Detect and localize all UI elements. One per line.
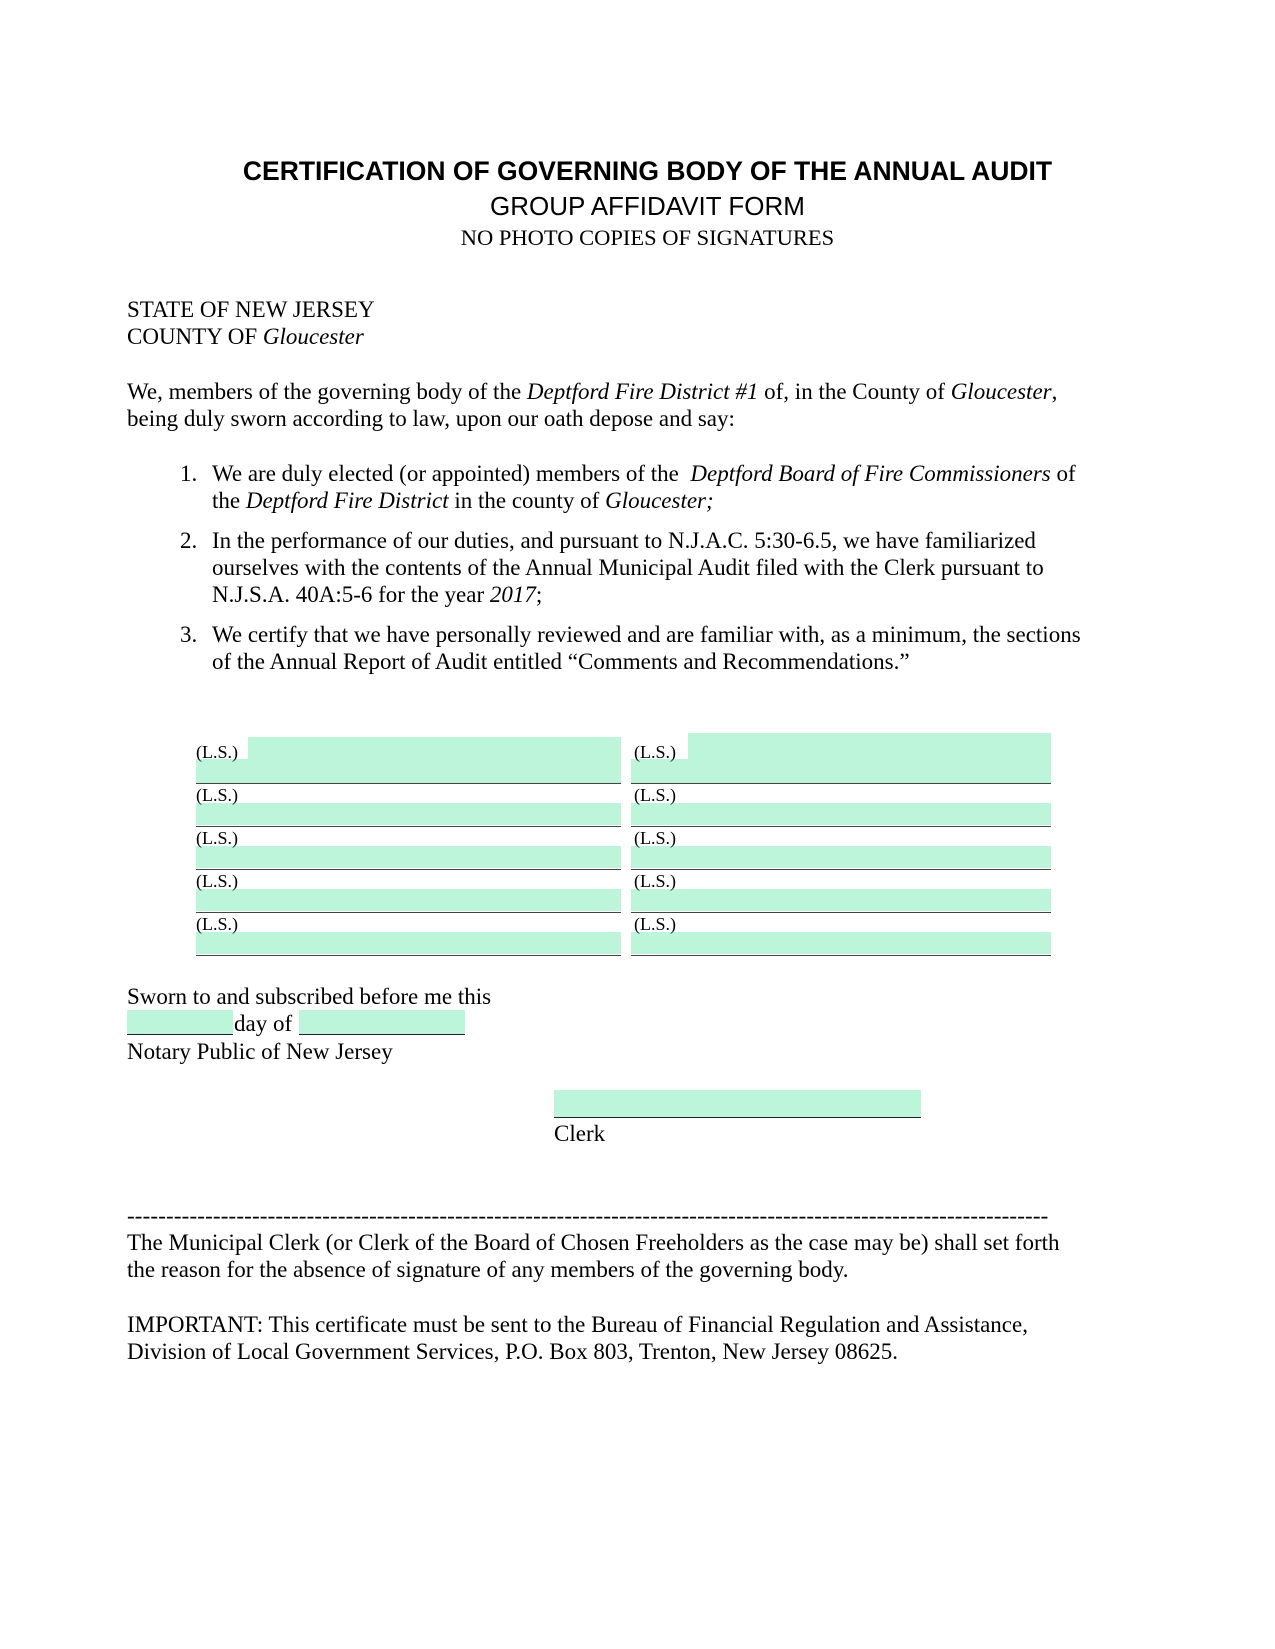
item-number: 2.	[180, 528, 198, 553]
separator: ----------------------------------------------------------------------------------------------------------------------	[127, 1203, 1049, 1228]
ls-label: (L.S.)	[634, 914, 676, 934]
day-field[interactable]	[127, 1010, 233, 1034]
sworn-line: Sworn to and subscribed before me this	[127, 984, 492, 1009]
county-name: Gloucester	[262, 324, 364, 349]
notary-line: Notary Public of New Jersey	[127, 1039, 393, 1064]
signature-line	[196, 783, 621, 784]
signature-line	[196, 826, 621, 827]
signature-line	[196, 955, 621, 956]
item-county: Gloucester;	[605, 488, 714, 513]
signature-line	[196, 869, 621, 870]
board-name: Deptford Board of Fire Commissioners	[690, 461, 1051, 486]
day-of-label: day of	[234, 1011, 293, 1036]
intro-line-1	[127, 378, 1057, 406]
item-number: 1.	[180, 461, 198, 486]
month-field[interactable]	[299, 1010, 465, 1034]
signature-field[interactable]	[248, 737, 621, 759]
item-1-line-1	[212, 460, 1076, 488]
signature-line	[631, 826, 1051, 827]
item-2-line-1: In the performance of our duties, and pursuant to N.J.A.C. 5:30-6.5, we have familiarized	[212, 528, 1036, 553]
signature-field[interactable]	[631, 932, 1051, 954]
important-line-2: Division of Local Government Services, P.O. Box 803, Trenton, New Jersey 08625.	[127, 1339, 899, 1364]
signature-line	[631, 783, 1051, 784]
signature-field[interactable]	[196, 759, 621, 783]
ls-label: (L.S.)	[196, 871, 238, 891]
day-underline	[127, 1034, 233, 1035]
signature-line	[631, 912, 1051, 913]
clerk-note-line-1: The Municipal Clerk (or Clerk of the Board of Chosen Freeholders as the case may be) shall set forth	[127, 1230, 1060, 1255]
intro-text: of, in the County of	[758, 379, 951, 404]
district-name: Deptford Fire District	[245, 488, 449, 513]
important-line-1: IMPORTANT: This certificate must be sent to the Bureau of Financial Regulation and Assistance,	[127, 1312, 1028, 1337]
document-subtitle: GROUP AFFIDAVIT FORM	[490, 191, 805, 221]
clerk-note-line-2: the reason for the absence of signature of any members of the governing body.	[127, 1257, 849, 1282]
signature-field[interactable]	[631, 759, 1051, 783]
item-2-line-3	[212, 581, 542, 609]
ls-label: (L.S.)	[634, 785, 676, 805]
signature-field[interactable]	[196, 846, 621, 868]
signature-field[interactable]	[196, 932, 621, 954]
signature-field[interactable]	[688, 733, 1051, 759]
audit-year: 2017	[489, 582, 536, 607]
intro-text: We, members of the governing body of the	[127, 379, 527, 404]
item-text: in the county of	[448, 488, 606, 513]
state-line: STATE OF NEW JERSEY	[127, 297, 375, 322]
month-underline	[299, 1034, 465, 1035]
county-line	[127, 323, 364, 351]
signature-line	[631, 955, 1051, 956]
item-text: ;	[535, 582, 543, 607]
item-text: We are duly elected (or appointed) members of the	[212, 461, 691, 486]
entity-name: Deptford Fire District #1	[526, 379, 759, 404]
intro-county: Gloucester	[950, 379, 1052, 404]
signature-field[interactable]	[196, 803, 621, 825]
signature-line	[631, 869, 1051, 870]
intro-text: ,	[1051, 379, 1058, 404]
item-text: the	[212, 488, 246, 513]
signature-field[interactable]	[631, 803, 1051, 825]
item-text: of	[1050, 461, 1076, 486]
ls-label: (L.S.)	[634, 828, 676, 848]
signature-field[interactable]	[631, 846, 1051, 868]
clerk-label: Clerk	[554, 1121, 606, 1146]
item-text: N.J.S.A. 40A:5-6 for the year	[212, 582, 490, 607]
clerk-signature-field[interactable]	[554, 1090, 921, 1117]
item-3-line-1: We certify that we have personally reviewed and are familiar with, as a minimum, the sections	[212, 622, 1081, 647]
ls-label: (L.S.)	[634, 871, 676, 891]
item-number: 3.	[180, 622, 198, 647]
signature-line	[196, 912, 621, 913]
ls-label: (L.S.)	[196, 914, 238, 934]
item-2-line-2: ourselves with the contents of the Annual Municipal Audit filed with the Clerk pursuant to	[212, 555, 1044, 580]
county-prefix: COUNTY OF	[127, 324, 263, 349]
clerk-signature-line	[554, 1117, 921, 1118]
ls-label: (L.S.)	[196, 828, 238, 848]
signature-notice: NO PHOTO COPIES OF SIGNATURES	[460, 225, 835, 250]
ls-label: (L.S.)	[196, 742, 238, 762]
document-title: CERTIFICATION OF GOVERNING BODY OF THE ANNUAL AUDIT	[242, 156, 1053, 186]
ls-label: (L.S.)	[634, 742, 676, 762]
intro-line-2: being duly sworn according to law, upon our oath depose and say:	[127, 406, 735, 431]
signature-field[interactable]	[196, 889, 621, 911]
item-1-line-2	[212, 487, 714, 515]
ls-label: (L.S.)	[196, 785, 238, 805]
item-3-line-2: of the Annual Report of Audit entitled “Comments and Recommendations.”	[212, 649, 910, 674]
signature-field[interactable]	[631, 889, 1051, 911]
